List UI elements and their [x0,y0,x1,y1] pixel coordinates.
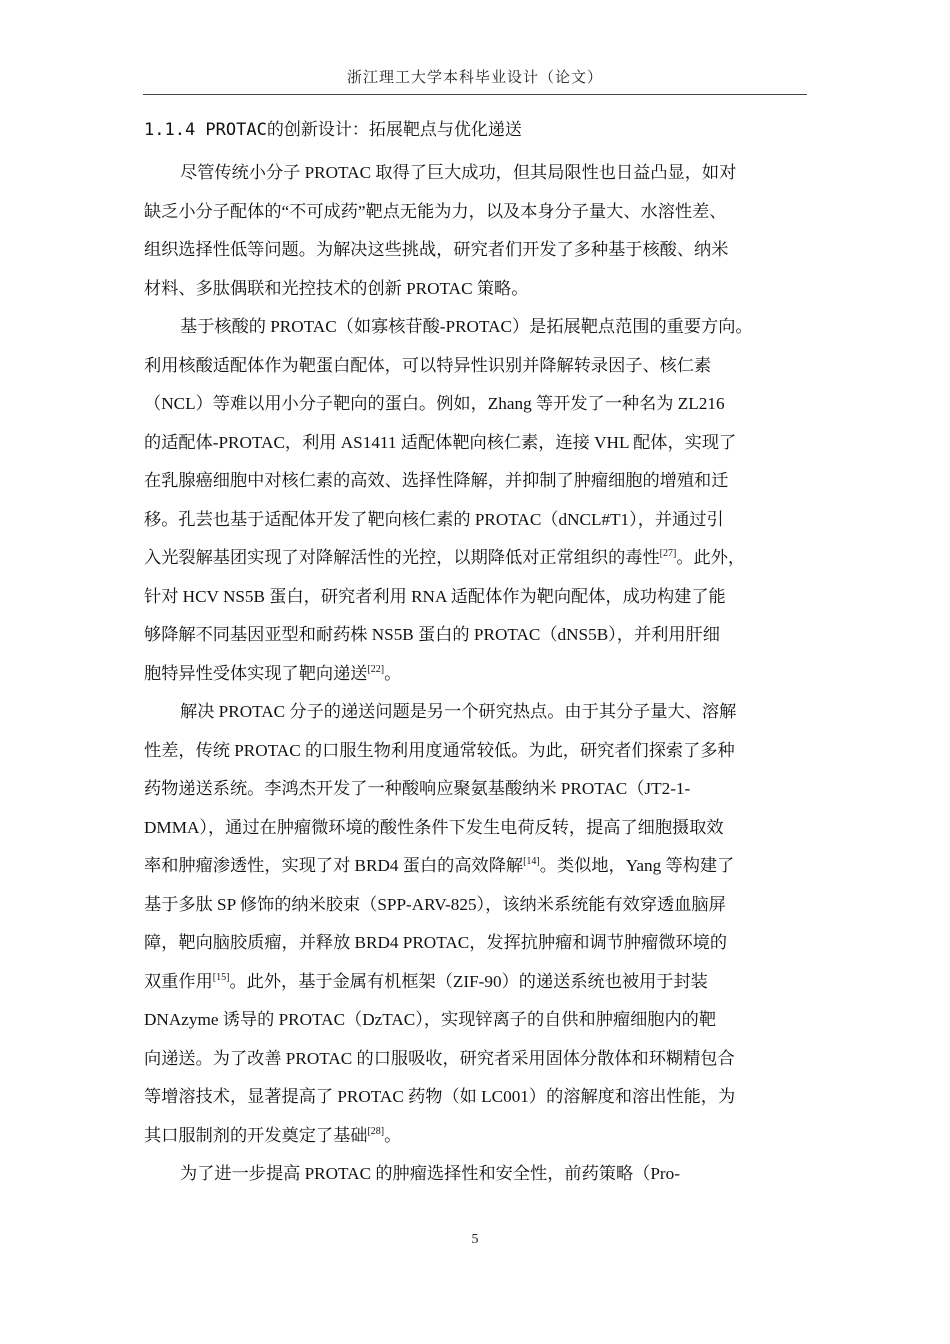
paragraph-2-line-8: 针对 HCV NS5B 蛋白，研究者利用 RNA 适配体作为靶向配体，成功构建了能 [144,586,726,606]
paragraph-3-line-4: DMMA），通过在肿瘤微环境的酸性条件下发生电荷反转，提高了细胞摄取效 [144,817,724,837]
paragraph-2-line-3: （NCL）等难以用小分子靶向的蛋白。例如，Zhang 等开发了一种名为 ZL216 [144,394,725,413]
line-text: 。类似地，Yang 等构建了 [539,856,735,875]
citation-28: [28] [367,1125,385,1137]
paragraph-2-line-4: 的适配体-PROTAC，利用 AS1411 适配体靶向核仁素，连接 VHL 配体，实现了 [144,432,737,452]
paragraph-3-line-5 [144,847,808,886]
paragraph-3-line-11: 等增溶技术，显著提高了 PROTAC 药物（如 LC001）的溶解度和溶出性能，为 [144,1087,736,1106]
paragraph-3-line-1: 解决 PROTAC 分子的递送问题是另一个研究热点。由于其分子量大、溶解 [180,702,737,721]
line-text: 其口服制剂的开发奠定了基础 [144,1125,368,1145]
paragraph-2-line-5: 在乳腺癌细胞中对核仁素的高效、选择性降解，并抑制了肿瘤细胞的增殖和迁 [144,471,729,490]
citation-15: [15] [212,971,230,983]
paragraph-1-line-3: 组织选择性低等问题。为解决这些挑战，研究者们开发了多种基于核酸、纳米 [144,240,729,259]
paragraph-3-line-12 [144,1117,808,1156]
paragraph-1-line-1: 尽管传统小分子 PROTAC 取得了巨大成功，但其局限性也日益凸显，如对 [180,163,737,182]
paragraph-1-line-4: 材料、多肽偶联和光控技术的创新 PROTAC 策略。 [144,278,529,298]
paragraph-2-line-7 [144,539,808,578]
paragraph-3-line-9: DNAzyme 诱导的 PROTAC（DzTAC），实现锌离子的自供和肿瘤细胞内的靶 [144,1010,717,1029]
line-text: 率和肿瘤渗透性，实现了对 BRD4 蛋白的高效降解 [144,856,524,875]
paragraph-4-line-1: 为了进一步提高 PROTAC 的肿瘤选择性和安全性，前药策略（Pro- [180,1164,680,1183]
header-rule [143,94,807,95]
body-text [144,154,808,1194]
running-header: 浙江理工大学本科毕业设计（论文） [346,69,603,86]
paragraph-3-line-8 [144,963,808,1002]
paragraph-2-line-9: 够降解不同基因亚型和耐药株 NS5B 蛋白的 PROTAC（dNS5B），并利用肝细 [144,625,720,644]
paragraph-1-line-2: 缺乏小分子配体的“不可成药”靶点无能为力，以及本身分子量大、水溶性差、 [144,201,727,221]
paragraph-3-line-3: 药物递送系统。李鸿杰开发了一种酸响应聚氨基酸纳米 PROTAC（JT2-1- [144,779,691,798]
line-text: 。此外， [676,548,746,567]
citation-14: [14] [523,856,540,867]
paragraph-2-line-10 [144,655,808,694]
section-heading: 1.1.4 PROTAC的创新设计：拓展靶点与优化递送 [144,120,522,140]
line-text: 。 [384,1125,402,1145]
paragraph-3-line-2: 性差，传统 PROTAC 的口服生物利用度通常较低。为此，研究者们探索了多种 [144,740,735,760]
paragraph-3-line-7: 障，靶向脑胶质瘤，并释放 BRD4 PROTAC，发挥抗肿瘤和调节肿瘤微环境的 [144,933,728,952]
line-text: 。 [384,663,402,683]
paragraph-3-line-6: 基于多肽 SP 修饰的纳米胶束（SPP-ARV-825），该纳米系统能有效穿透血脑屏 [144,894,726,914]
paragraph-2-line-6: 移。孔芸也基于适配体开发了靶向核仁素的 PROTAC（dNCL#T1），并通过引 [144,509,724,529]
line-text: 双重作用 [144,971,213,991]
line-text: 胞特异性受体实现了靶向递送 [144,663,368,683]
citation-22: [22] [367,663,385,675]
line-text: 。此外，基于金属有机框架（ZIF-90）的递送系统也被用于封装 [229,971,708,991]
paragraph-3-line-10: 向递送。为了改善 PROTAC 的口服吸收，研究者采用固体分散体和环糊精包合 [144,1048,735,1068]
page-number: 5 [471,1232,479,1247]
line-text: 入光裂解基团实现了对降解活性的光控，以期降低对正常组织的毒性 [144,548,660,567]
paragraph-2-line-1: 基于核酸的 PROTAC（如寡核苷酸-PROTAC）是拓展靶点范围的重要方向。 [180,317,753,336]
citation-27: [27] [659,548,677,559]
paragraph-2-line-2: 利用核酸适配体作为靶蛋白配体，可以特异性识别并降解转录因子、核仁素 [144,355,712,375]
